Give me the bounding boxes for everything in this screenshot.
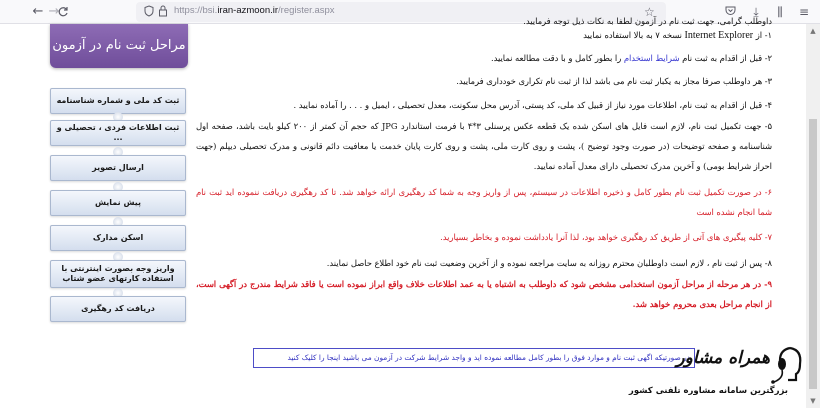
step-online-payment[interactable]: واریز وجه بصورت اینترنتی با استفاده کارتهای عضو شتاب [50, 260, 186, 288]
scroll-up-icon[interactable]: ▲ [810, 27, 816, 35]
instructions [196, 16, 772, 336]
lock-icon[interactable] [158, 5, 168, 21]
instruction-3: ۳- هر داوطلب صرفا مجاز به یکبار ثبت نام می باشد لذا از ثبت نام تکراری خودداری فرمایید. [456, 76, 772, 86]
instruction-4: ۴- قبل از اقدام به ثبت نام، اطلاعات مورد نیاز از قبیل کد ملی، کد پستی، آدرس محل سکونت، معدل تحصیلی ، ایمیل و . . . را آماده نمایید . [293, 100, 772, 110]
reload-icon [57, 6, 69, 18]
step-personal-info[interactable]: ثبت اطلاعات فردی ، تحصیلی و ... [50, 120, 186, 146]
instruction-5: ۵- جهت تکمیل ثبت نام، لازم است فایل های اسکن شده یک قطعه عکس پرسنلی ۳*۴ با فرمت استاندارد JPG که حجم آن کمتر از ۲۰۰ کیلو بایت باشد، صفحه اول شناسنامه و صفحه توضیحات (در صورت وجود توضیح )، پشت و روی کارت ملی، پشت و روی کارت پایان خدمت یا معافیت دائم قانونی و مدرک تحصیلی دیپلم (جهت احراز شرایط بومی) و آخرین مدرک تحصیلی دارای معدل آماده نمایید. [196, 121, 772, 171]
watermark-title: همراه مشاور [676, 348, 770, 368]
instruction-1: ۱- از Internet Explorer نسخه ۷ به بالا استفاده نمایید [583, 30, 772, 41]
page-scrollbar[interactable] [806, 24, 820, 408]
instruction-8: ۸- پس از ثبت نام ، لازم است داوطلبان محترم روزانه به سایت مراجعه نموده و از آخرین وضعیت ثبت نام خود اطلاع حاصل نمایند. [326, 258, 772, 268]
terms-link[interactable]: شرایط استخدام [623, 53, 680, 63]
step-tracking-code[interactable]: دریافت کد رهگیری [50, 296, 186, 322]
download-icon[interactable]: ⤓ [753, 5, 759, 19]
instruction-2: ۲- قبل از اقدام به ثبت نام شرایط استخدام را بطور کامل و با دقت مطالعه نمایید. [490, 53, 772, 63]
intro-partial: داوطلب گرامی، جهت ثبت نام در آزمون لطفا به نکات ذیل توجه فرمایید. [523, 16, 772, 26]
instruction-9: ۹- در هر مرحله از مراحل آزمون استخدامی مشخص شود که داوطلب به اشتباه یا به عمد اطلاعات خلاف واقع ابراز نموده است یا فاقد شرایط مندرج در آگهی است، از انجام مراحل بعدی محروم خواهد شد. [196, 279, 772, 309]
register-link-box[interactable]: در صورتیکه اگهی ثبت نام و موارد فوق را بطور کامل مطالعه نموده اید و واجد شرایط شرکت در آزمون می باشید اینجا را کلیک کنید [253, 348, 695, 368]
sidebar-title: مراحل ثبت نام در آزمون [50, 24, 188, 68]
forward-button[interactable]: → [48, 4, 60, 19]
scroll-down-icon[interactable]: ▼ [810, 397, 816, 405]
reload-button[interactable] [55, 4, 71, 20]
shield-icon[interactable] [144, 5, 154, 21]
instruction-7: ۷- کلیه پیگیری های آتی از طریق کد رهگیری خواهد بود، لذا آنرا یادداشت نموده و بخاطر بسپارید. [440, 232, 772, 242]
step-send-photo[interactable]: ارسال تصویر [50, 155, 186, 181]
scroll-thumb[interactable] [809, 119, 817, 389]
menu-icon[interactable]: ≡ [798, 5, 810, 19]
step-national-id[interactable]: ثبت کد ملی و شماره شناسنامه [50, 88, 186, 114]
watermark-subtitle: بزرگترین سامانه مشاوره تلفنی کشور [628, 386, 788, 396]
library-icon[interactable]: ⫼ [777, 5, 783, 19]
headset-advisor-icon [770, 344, 804, 388]
url-text[interactable]: https://bsi.iran-azmoon.ir/register.aspx [174, 5, 335, 16]
watermark-logo [628, 344, 806, 408]
instruction-6: ۶- در صورت تکمیل ثبت نام بطور کامل و ذخیره اطلاعات در سیستم، پس از واریز وجه به شما کد رهگیری ارائه خواهد شد. تا کد رهگیری دریافت ننموده اید ثبت نام شما انجام نشده است [196, 187, 772, 217]
back-button[interactable]: ← [32, 4, 44, 19]
step-scan-documents[interactable]: اسکن مدارک [50, 225, 186, 251]
step-preview[interactable]: پیش نمایش [50, 190, 186, 216]
bookmark-star-icon[interactable]: ☆ [644, 5, 655, 19]
